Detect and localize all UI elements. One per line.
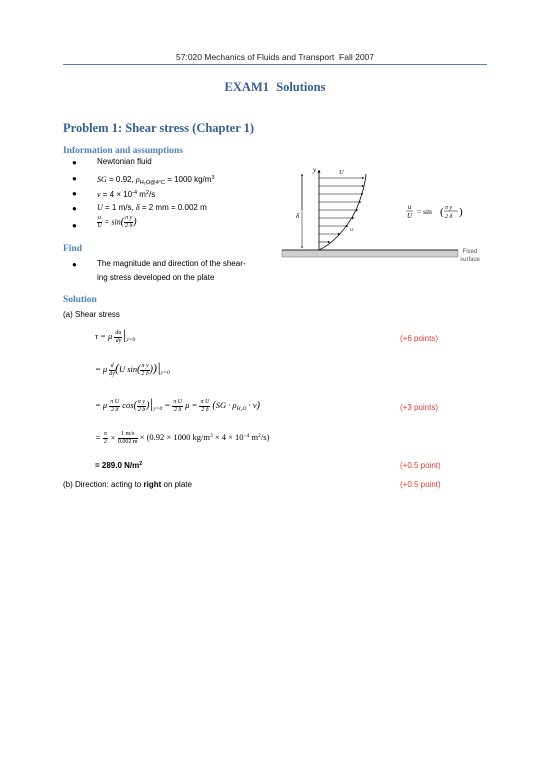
part-b-direction: (b) Direction: acting to right on plate [63,480,192,489]
velocity-profile-figure [280,160,490,270]
equation-tau: τ = μ $\frac{du}{dy}$ $|_{y=0}$ [95,328,136,344]
course-title: 57:020 Mechanics of Fluids and Transport [176,52,335,62]
fig-eq-paren-open: ( [440,206,444,218]
points-1: (+6 points) [400,334,439,343]
bullet-icon: ● [72,158,77,167]
fig-eq-u: u [408,203,412,211]
fixed-surface-label-2: surface [460,257,480,263]
y-axis-label: y [313,166,317,174]
find-heading: Find [63,244,83,254]
fig-eq-paren-close: ) [459,206,463,218]
delta-label: δ [296,212,300,220]
part-a-label: (a) Shear stress [63,310,120,319]
equation-derivative: = μ $\frac{d}{dy}$ (U sin( $\frac{\text{π y}}{2 \delta}$ ))$|_{y=0}$ [95,361,170,377]
U-label: U [339,169,344,176]
result-value: = 289.0 $N/m^2$ [95,461,143,470]
fig-eq-sin: = sin [417,207,432,216]
equation-numeric: = $\frac{\pi}{2}$ × $\frac{1 m/s}{0.002 m}$ × (0.92 × 1000 $kg/m^3 \times 4 \times 10^{-4}$ $m^2/s$) [95,431,270,445]
assumption-newtonian: Newtonian fluid [97,157,152,166]
equation-evaluated: = μ $\frac{\text{π U}}{2 \delta}$ cos( $\frac{\text{π y}}{2 \delta}$ )$|_{y=0}$ = $\frac{\text{π U}}{2 \delta}$ μ = $\frac{\text{π U}}{2 \delta}$ $(SG \cdot \rho_{H_2O} \cdot \nu)$ [95,397,260,413]
fig-eq-num: π y [445,205,453,211]
assumption-u-delta: U = 1 m/s, δ = 2 mm = 0.002 m [97,203,207,212]
term: Fall 2007 [339,52,374,62]
assumption-sg: SG = 0.92, $\rho_{H_2O@4^\circ C} = 1000$ $kg/m^3$ [97,175,215,186]
page-header [0,52,550,62]
points-3: (+0.5 point) [400,461,441,470]
problem-heading: Problem 1: Shear stress (Chapter 1) [63,121,255,135]
bullet-icon: ● [72,174,77,183]
bullet-icon: ● [72,204,77,213]
assumption-nu: $\nu = 4 \times 10^{-4}$ $m^2/s$ [97,190,156,199]
bullet-icon: ● [72,189,77,198]
fixed-surface-plate [282,250,458,257]
bullet-icon: ● [72,260,77,269]
fig-eq-den: 2 δ [445,214,453,220]
header-rule [63,64,487,65]
u-label: u [350,226,354,233]
bullet-icon: ● [72,221,77,230]
fig-eq-U: U [407,212,413,220]
exam-title: EXAM1 Solutions [224,80,326,94]
solution-heading: Solution [63,295,97,305]
velocity-profile-curve [319,174,366,250]
find-item-line-1: The magnitude and direction of the shear- [97,259,246,268]
assumption-profile: $\frac{u}{U}$ = sin( $\frac{\text{π y}}{2 \delta}$ ) [97,215,137,229]
info-heading: Information and assumptions [63,146,183,156]
points-4: (+0.5 point) [400,480,441,489]
points-2: (+3 points) [400,403,439,412]
find-item-line-2: ing stress developed on the plate [97,273,215,282]
fixed-surface-label-1: Fixed [462,249,478,255]
